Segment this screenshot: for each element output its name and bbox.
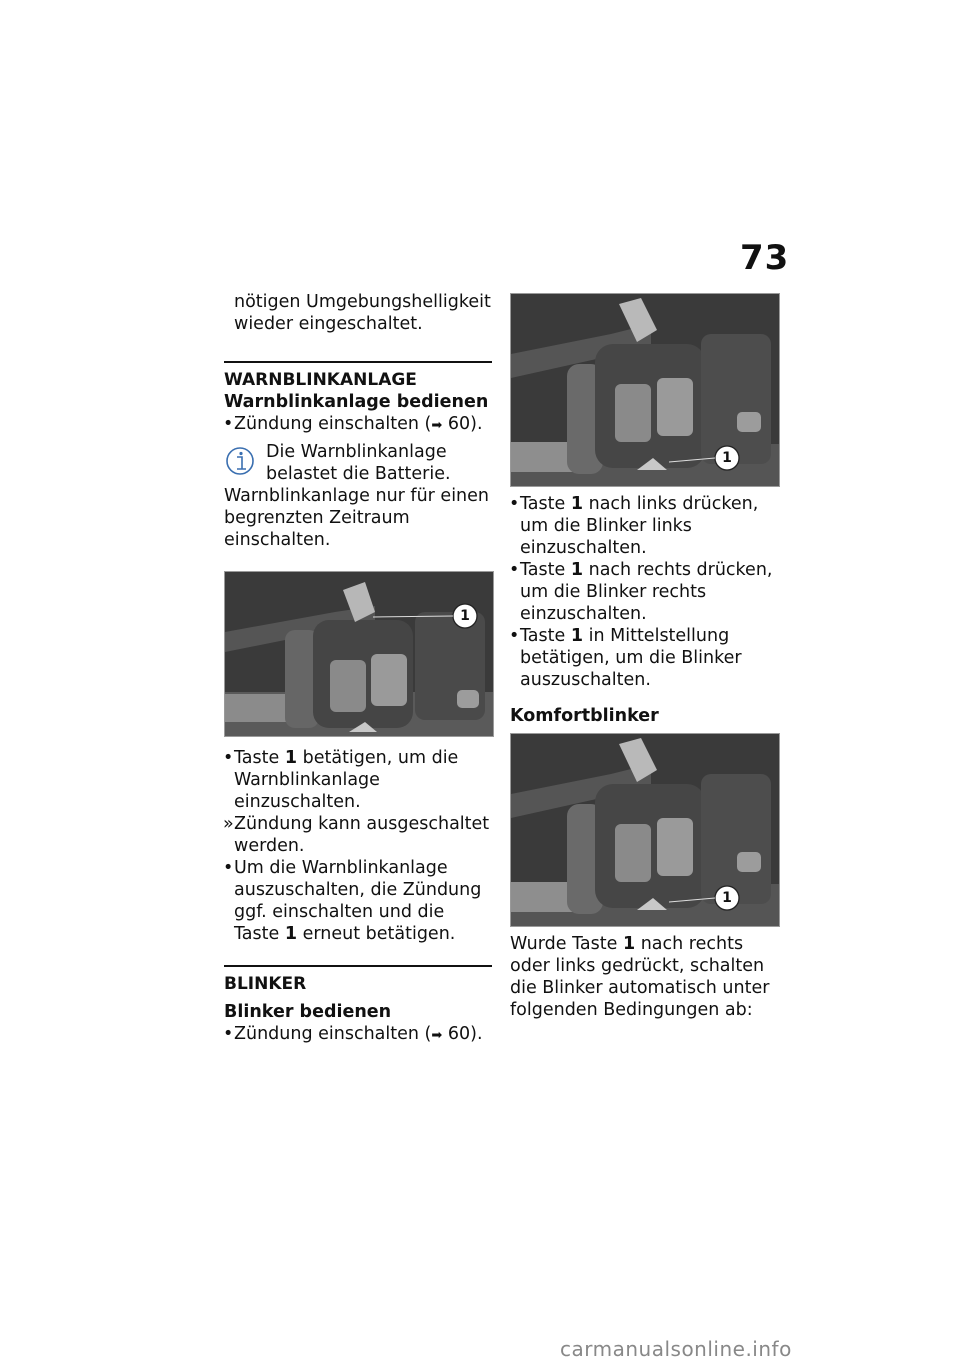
bullet-icon: •: [223, 414, 234, 434]
list-item: [510, 625, 780, 691]
page-reference: 60).: [447, 1024, 483, 1044]
step-text: Um die Warnblinkanlage auszuschalten, die Zündung ggf. einschalten und die Taste: [234, 858, 482, 944]
subhead-komfortblinker: Komfortblinker: [510, 706, 659, 726]
left-column: [224, 291, 492, 1047]
list-item: [224, 1023, 492, 1047]
bullet-icon: •: [509, 494, 520, 514]
list-item: [224, 857, 492, 945]
bullet-icon: •: [223, 1024, 234, 1044]
result-text: Zündung kann ausgeschaltet werden.: [234, 814, 490, 856]
paragraph-text: Wurde Taste: [510, 934, 618, 954]
key-number: 1: [284, 748, 298, 768]
paragraph-text: nach rechts oder links gedrückt, schalten die Blinker automatisch unter folgenden Bedingungen ab:: [510, 934, 770, 1020]
step-text: erneut betätigen.: [302, 924, 456, 944]
figure-turn-signal-switch: [510, 293, 780, 487]
right-column: [510, 293, 780, 1021]
subhead-warnblinkanlage-bedienen: Warnblinkanlage bedienen: [224, 392, 489, 412]
continued-paragraph: nötigen Umgebungshelligkeit wieder eingeschaltet.: [234, 292, 491, 334]
result-item: [224, 813, 492, 857]
section-divider: [224, 361, 492, 391]
double-chevron-icon: »: [223, 814, 234, 834]
callout-number: 1: [722, 450, 732, 466]
list-item: [224, 747, 492, 813]
key-number: 1: [570, 494, 584, 514]
watermark: carmanualsonline.info: [560, 1337, 792, 1361]
step-text: betätigen, um die Warnblinkanlage einzuschalten.: [234, 748, 459, 812]
step-text: Taste: [520, 494, 566, 514]
step-text: Taste: [520, 560, 566, 580]
bullet-icon: •: [509, 560, 520, 580]
callout-number: 1: [460, 608, 470, 624]
page-reference: 60).: [447, 414, 483, 434]
info-icon: [224, 441, 258, 481]
step-text: Taste: [234, 748, 280, 768]
arrow-right-icon: ➡: [431, 1028, 443, 1043]
step-text: Zündung einschalten (: [234, 1024, 432, 1044]
section-divider: [224, 965, 492, 995]
key-number: 1: [284, 924, 298, 944]
bullet-icon: •: [509, 626, 520, 646]
key-number: 1: [570, 560, 584, 580]
list-item: [224, 413, 492, 437]
step-text: Taste: [520, 626, 566, 646]
arrow-right-icon: ➡: [431, 418, 443, 433]
key-number: 1: [622, 934, 636, 954]
figure-comfort-turn-signal: [510, 733, 780, 927]
list-item: [510, 493, 780, 559]
note-text: Die Warnblinkanlage belastet die Batterie. Warnblinkanlage nur für einen begrenzten Zeitraum einschalten.: [224, 442, 490, 550]
step-text: Zündung einschalten (: [234, 414, 432, 434]
key-number: 1: [570, 626, 584, 646]
page-number: 73: [740, 238, 790, 278]
section-title-warnblinkanlage: WARNBLINKANLAGE: [224, 370, 417, 390]
figure-handlebar-switch: [224, 571, 494, 737]
info-note: [224, 441, 492, 551]
callout-number: 1: [722, 890, 732, 906]
closing-paragraph: [510, 933, 780, 1021]
step-text: nach rechts drücken, um die Blinker rechts einzuschalten.: [520, 560, 773, 624]
step-text: in Mittelstellung betätigen, um die Blinker auszuschalten.: [520, 626, 742, 690]
bullet-icon: •: [223, 748, 234, 768]
bullet-icon: •: [223, 858, 234, 878]
list-item: [510, 559, 780, 625]
step-text: nach links drücken, um die Blinker links einzuschalten.: [520, 494, 759, 558]
subhead-blinker-bedienen: Blinker bedienen: [224, 1002, 392, 1022]
section-title-blinker: BLINKER: [224, 974, 307, 994]
